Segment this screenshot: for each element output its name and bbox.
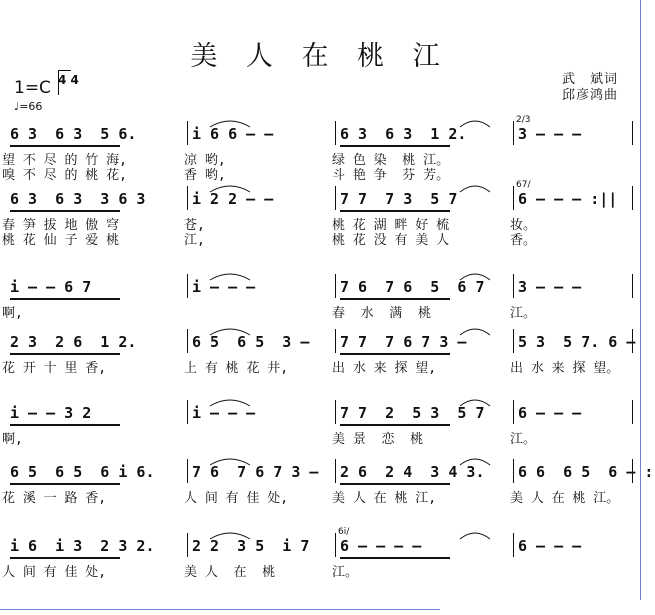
measure-notes: 2 3 2 6 1 2. [10,333,137,351]
bar-line [513,121,514,145]
lyric-verse-1: 上 有 桃 花 井, [184,361,289,376]
lyric-verse-1: 美 景 恋 桃 [332,432,424,447]
measure-notes: 6 5 6 5 6 i 6. [10,463,155,481]
page-frame-bottom [0,609,440,610]
lyric-verse-1: 苍, [184,218,205,233]
lyric-verse-1: 妆。 [510,218,537,233]
measure-notes: 6 – – – [518,404,582,422]
measure-notes: 7 6 7 6 5 6 7 [340,278,485,296]
lyric-verse-1: 绿 色 染 桃 江。 [332,153,450,168]
bar-line [632,121,633,145]
bar-line [187,274,188,298]
key-signature: 1=C [14,78,51,98]
beam-underline [340,353,450,355]
measure-notes: 3 – – – [518,278,582,296]
measure-notes: 6 3 6 3 3 6 3 [10,190,146,208]
measure-notes: 6 3 6 3 5 6. [10,125,137,143]
score-line [0,527,655,597]
beam-underline [10,424,120,426]
lyric-verse-1: 花 溪 一 路 香, [2,491,107,506]
measure-notes: 7 7 7 3 5 7 [340,190,458,208]
beam-underline [340,424,450,426]
score-line [0,404,655,464]
lyric-verse-1: 春 笋 拔 地 傲 穹 [2,218,120,233]
tempo-marking: ♩=66 [14,100,43,113]
slur-arc [460,533,490,539]
score-line [0,115,655,185]
measure-notes: i – – – [192,278,256,296]
beam-underline [340,298,450,300]
lyric-verse-2: 桃 花 没 有 美 人 [332,233,450,248]
score-line [0,180,655,250]
measure-notes: i – – 3 2 [10,404,92,422]
measure-notes: 7 7 2 5 3 5 7 [340,404,485,422]
measure-notes: 2 2 3 5 i 7 [192,537,310,555]
score-line [0,333,655,393]
lyric-verse-1: 春 水 满 桃 [332,306,431,321]
lyric-verse-1: 望 不 尽 的 竹 海, [2,153,127,168]
grace-note-mark: 2/3 [516,115,531,125]
lyric-verse-1: 花 开 十 里 香, [2,361,107,376]
measure-notes: 7 6 7 6 7 3 – [192,463,319,481]
bar-line [187,186,188,210]
bar-line [632,400,633,424]
bar-line [335,274,336,298]
lyric-verse-1: 江。 [510,306,537,321]
bar-line [513,329,514,353]
bar-line [513,274,514,298]
lyric-verse-1: 出 水 来 探 望。 [510,361,620,376]
beam-underline [10,210,120,212]
lyricist-credit: 武 斌词 [562,72,619,87]
bar-line [335,186,336,210]
lyric-verse-2: 香 哟, [184,168,226,183]
measure-notes: i 2 2 – – [192,190,274,208]
lyric-verse-1: 人 间 有 佳 处, [2,565,107,580]
measure-notes: 6 – – – – [340,537,422,555]
measure-notes: 6 – – – [518,537,582,555]
beam-underline [10,483,120,485]
song-title: 美 人 在 桃 江 [190,41,450,72]
bar-line [513,459,514,483]
measure-notes: 2 6 2 4 3 4 3. [340,463,485,481]
beam-underline [10,298,120,300]
time-signature-top: 4 [58,73,67,87]
bar-line [632,329,633,353]
beam-underline [340,557,450,559]
bar-line [335,533,336,557]
lyric-verse-1: 美 人 在 桃 江。 [510,491,620,506]
grace-note-mark: 67/ [516,180,531,190]
score-line [0,463,655,523]
grace-note-mark: 6i/ [338,527,350,537]
lyric-verse-2: 嗅 不 尽 的 桃 花, [2,168,127,183]
measure-notes: i 6 i 3 2 3 2. [10,537,155,555]
bar-line [335,329,336,353]
bar-line [187,329,188,353]
bar-line [187,533,188,557]
lyric-verse-1: 美 人 在 桃 江, [332,491,437,506]
lyric-verse-1: 美 人 在 桃 [184,565,276,580]
score-line [0,278,655,338]
measure-notes: 5 3 5 7. 6 – [518,333,636,351]
measure-notes: 7 7 7 6 7 3 – [340,333,467,351]
bar-line [187,121,188,145]
lyric-verse-1: 出 水 来 探 望, [332,361,437,376]
measure-notes: 6 5 6 5 3 – [192,333,310,351]
bar-line [335,400,336,424]
bar-line [513,533,514,557]
lyric-verse-2: 桃 花 仙 子 爱 桃 [2,233,120,248]
lyric-verse-2: 香。 [510,233,537,248]
bar-line [513,186,514,210]
measure-notes: 6 3 6 3 1 2. [340,125,467,143]
lyric-verse-1: 凉 哟, [184,153,226,168]
beam-underline [340,145,450,147]
bar-line [187,400,188,424]
beam-underline [10,145,120,147]
time-signature [58,74,79,87]
beam-underline [10,353,120,355]
composer-credit: 邱彦鸿曲 [562,88,619,103]
bar-line [632,459,633,483]
beam-underline [340,210,450,212]
lyric-verse-1: 人 间 有 佳 处, [184,491,289,506]
beam-underline [340,483,450,485]
measure-notes: i – – 6 7 [10,278,92,296]
measure-notes: 6 6 6 5 6 – : [518,463,654,481]
bar-line [632,186,633,210]
bar-line [335,121,336,145]
lyric-verse-2: 斗 艳 争 芬 芳。 [332,168,450,183]
lyric-verse-1: 江。 [510,432,537,447]
lyric-verse-1: 江。 [332,565,359,580]
slur-arc [460,186,490,192]
bar-line [187,459,188,483]
beam-underline [10,557,120,559]
bar-line [632,274,633,298]
lyric-verse-1: 啊, [2,306,23,321]
time-signature-bottom: 4 [70,73,79,87]
lyric-verse-2: 江, [184,233,205,248]
measure-notes: 6 – – – :|| [518,190,618,208]
bar-line [513,400,514,424]
measure-notes: i 6 6 – – [192,125,274,143]
bar-line [335,459,336,483]
measure-notes: i – – – [192,404,256,422]
lyric-verse-1: 啊, [2,432,23,447]
lyric-verse-1: 桃 花 湖 畔 好 梳 [332,218,450,233]
measure-notes: 3 – – – [518,125,582,143]
